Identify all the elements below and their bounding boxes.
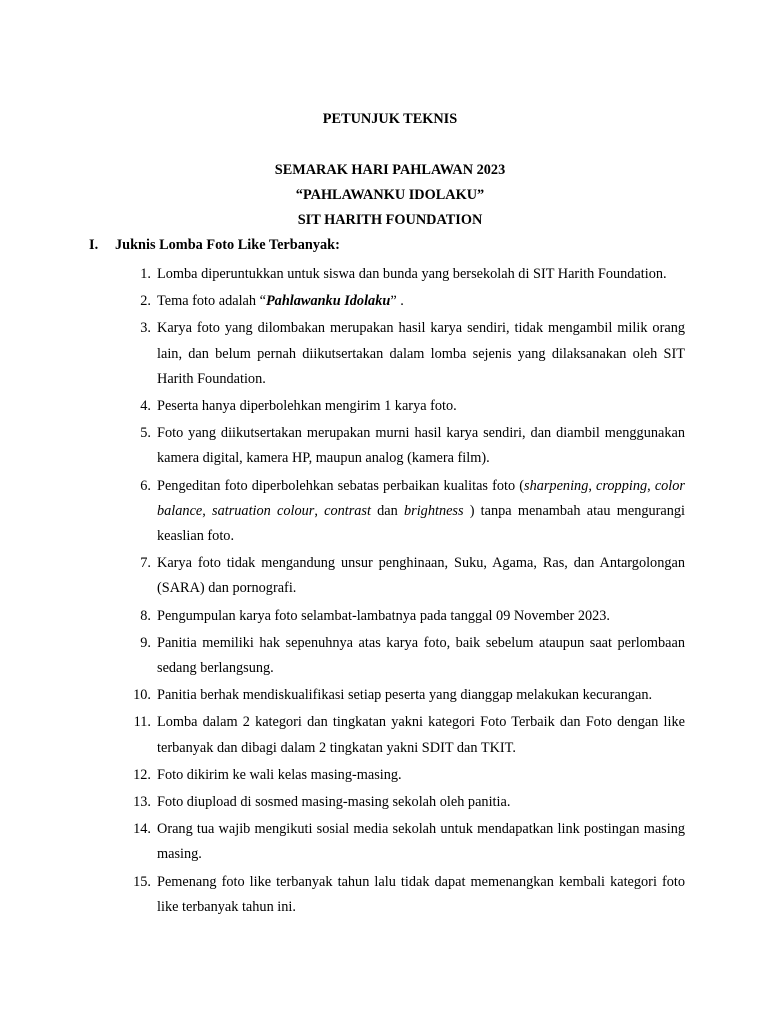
item-text: Karya foto tidak mengandung unsur penghinaan, Suku, Agama, Ras, dan Antargolongan (SARA) dan pornografi. [157, 555, 685, 597]
event-title: SEMARAK HARI PAHLAWAN 2023 [274, 162, 506, 178]
list-item [0, 289, 768, 314]
item-text [157, 474, 685, 550]
item-text: Panitia berhak mendiskualifikasi setiap peserta yang dianggap melakukan kecurangan. [157, 687, 653, 704]
list-item [0, 604, 768, 629]
item-number: 12. [133, 766, 151, 783]
item-number: 7. [140, 555, 151, 572]
document-title: PETUNJUK TEKNIS [322, 111, 458, 127]
section-title: Juknis Lomba Foto Like Terbanyak: [115, 237, 340, 253]
item-text: Foto yang diikutsertakan merupakan murni hasil karya sendiri, dan diambil menggunakan kamera digital, kamera HP, maupun analog (kamera film). [157, 425, 685, 467]
term-sharpening: sharpening [524, 477, 589, 494]
item-text-part: dan [370, 502, 404, 519]
list-item [0, 790, 768, 815]
item-number: 1. [140, 266, 151, 282]
list-item [0, 262, 768, 287]
item-text-part: , [647, 477, 655, 494]
item-text-part: Tema foto adalah “ [157, 293, 266, 310]
item-text-part: , [588, 477, 597, 494]
item-text-part: , [314, 502, 325, 519]
item-text [157, 289, 685, 314]
item-text: Panitia memiliki hak sepenuhnya atas karya foto, baik sebelum ataupun saat perlombaan sedang berlangsung. [157, 634, 685, 677]
item-number: 15. [133, 873, 151, 890]
list-item [0, 316, 768, 392]
term-cropping: cropping [596, 477, 648, 494]
item-number: 5. [140, 425, 151, 442]
list-item [0, 683, 768, 708]
event-theme: “PAHLAWANKU IDOLAKU” [295, 187, 485, 203]
item-number: 9. [140, 634, 151, 651]
item-text-part: , [202, 502, 213, 519]
item-number: 4. [140, 398, 151, 415]
item-number: 8. [140, 607, 151, 624]
term-saturation: satruation colour [212, 502, 315, 519]
item-number: 14. [133, 821, 151, 838]
item-number: 13. [133, 794, 151, 811]
term-brightness: brightness [403, 502, 464, 519]
item-number: 10. [133, 687, 151, 704]
list-item [0, 631, 768, 681]
list-item [0, 421, 768, 471]
organizer-name: SIT HARITH FOUNDATION [297, 212, 483, 228]
theme-emphasis: Pahlawanku Idolaku [265, 293, 391, 310]
term-color-balance: color balance [157, 477, 685, 519]
item-text: Pengumpulan karya foto selambat-lambatnya pada tanggal 09 November 2023. [157, 607, 610, 624]
item-text: Orang tua wajib mengikuti sosial media sekolah untuk mendapatkan link postingan masing masing. [157, 821, 685, 863]
rules-list [0, 262, 768, 922]
list-item [0, 710, 768, 760]
item-number: 2. [140, 293, 151, 310]
list-item [0, 763, 768, 788]
item-number: 3. [140, 320, 151, 337]
item-text-part: ) tanpa menambah atau mengurangi keaslian foto. [157, 502, 686, 545]
item-text: Peserta hanya diperbolehkan mengirim 1 karya foto. [157, 398, 457, 415]
list-item [0, 817, 768, 867]
list-item [0, 551, 768, 601]
term-contrast: contrast [324, 502, 371, 519]
item-number: 6. [140, 477, 151, 494]
item-text: Pemenang foto like terbanyak tahun lalu tidak dapat memenangkan kembali kategori foto like terbanyak tahun ini. [157, 873, 685, 915]
item-number: 11. [133, 714, 151, 731]
list-item [0, 394, 768, 419]
item-text: Foto diupload di sosmed masing-masing sekolah oleh panitia. [157, 794, 511, 811]
item-text: Foto dikirim ke wali kelas masing-masing. [157, 766, 402, 783]
item-text-part: Pengeditan foto diperbolehkan sebatas perbaikan kualitas foto ( [157, 477, 524, 494]
item-text-part: ” . [390, 293, 404, 310]
list-item [0, 474, 768, 550]
item-text: Lomba dalam 2 kategori dan tingkatan yakni kategori Foto Terbaik dan Foto dengan like terbanyak dan dibagi dalam 2 tingkatan yakni SDIT dan TKIT. [157, 714, 685, 756]
section-number: I. [89, 237, 99, 253]
item-text: Lomba diperuntukkan untuk siswa dan bunda yang bersekolah di SIT Harith Foundation. [157, 266, 667, 282]
section-heading [89, 237, 340, 254]
item-text: Karya foto yang dilombakan merupakan hasil karya sendiri, tidak mengambil milik orang lain, dan belum pernah diikutsertakan dalam lomba sejenis yang dilaksanakan oleh SIT Harith Foundation. [157, 320, 685, 387]
list-item [0, 870, 768, 920]
